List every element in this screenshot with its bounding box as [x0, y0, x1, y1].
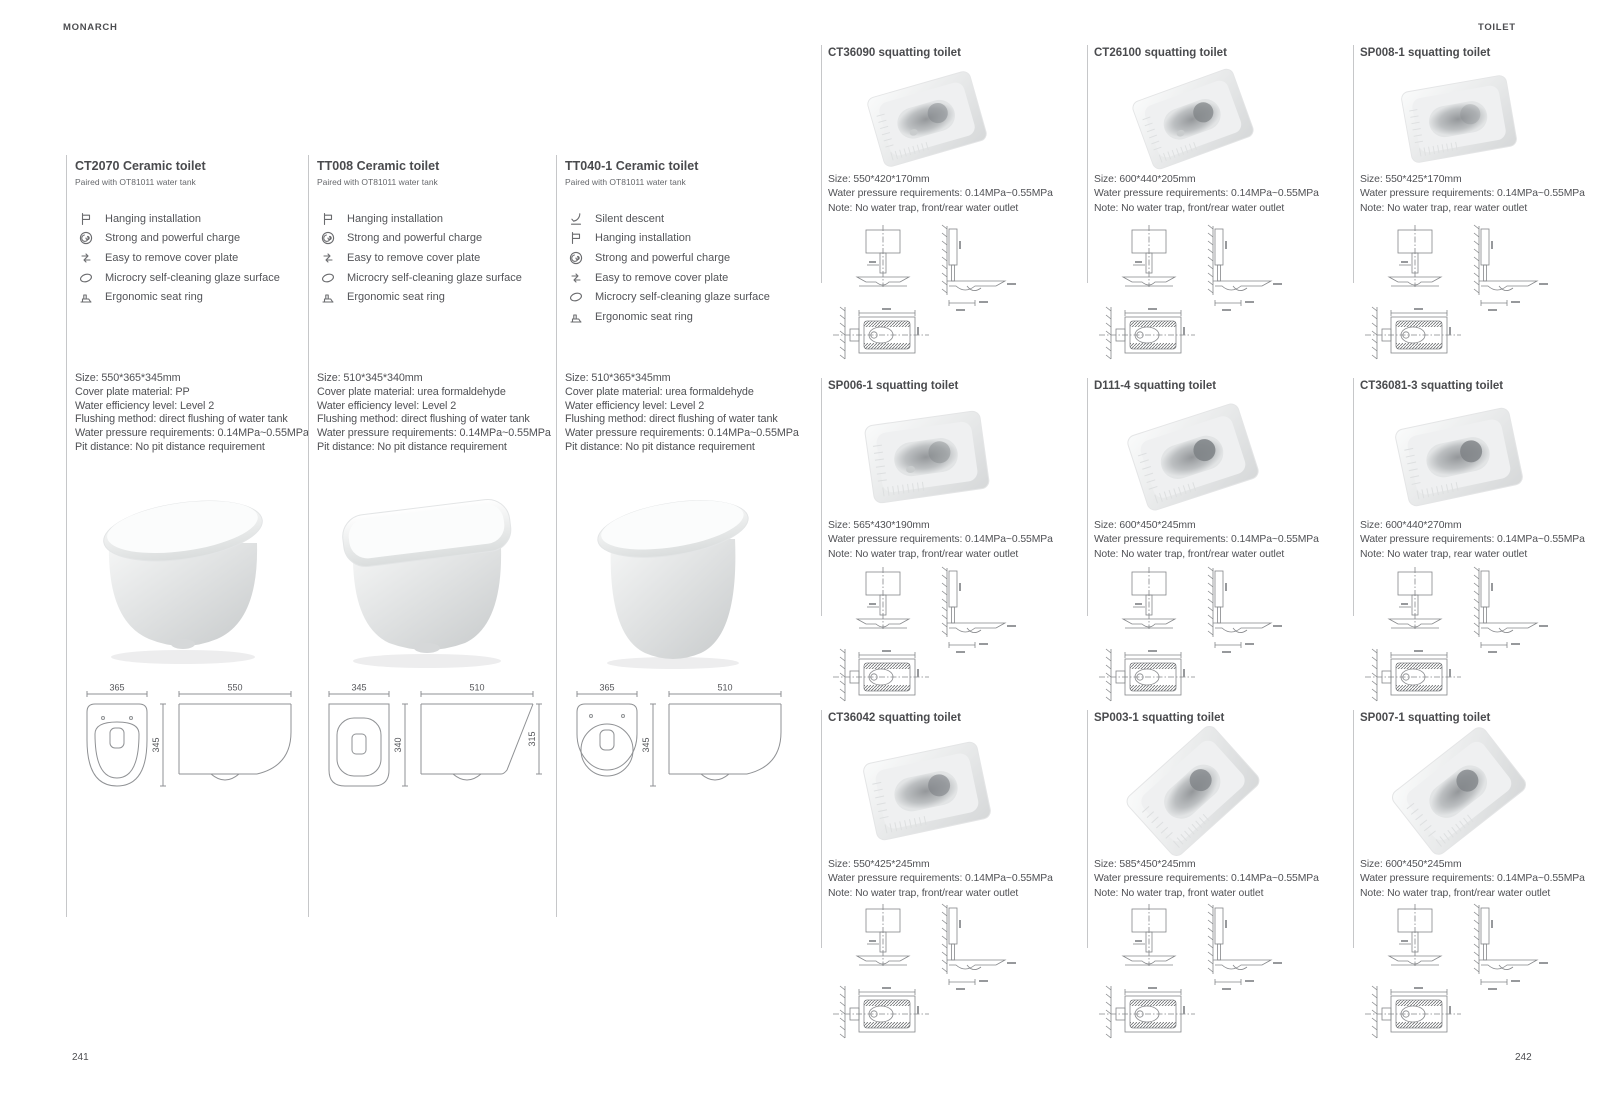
feature-item	[79, 248, 280, 268]
installation-diagram	[1361, 223, 1553, 365]
spec-size: Size: 550*420*170mm	[828, 174, 930, 185]
feature-item	[79, 229, 280, 249]
feature-item	[321, 287, 522, 307]
column-divider	[1087, 378, 1088, 616]
brand-logo: MONARCH	[63, 22, 118, 33]
feature-label: Ergonomic seat ring	[347, 291, 445, 304]
spec-size: Size: 550*425*245mm	[828, 859, 930, 870]
feature-label: Easy to remove cover plate	[105, 251, 239, 264]
silent-descent-icon	[569, 212, 583, 226]
spec-line: Size: 510*345*340mm	[317, 372, 423, 384]
page-number-left: 241	[72, 1052, 89, 1063]
hanging-installation-icon	[569, 231, 583, 245]
column-divider	[1353, 378, 1354, 616]
squatting-toilet-cell	[1353, 707, 1605, 1040]
spec-size: Size: 565*430*190mm	[828, 520, 930, 531]
spec-note: Note: No water trap, rear water outlet	[1360, 202, 1528, 214]
product-photo	[835, 397, 1020, 517]
spec-line: Pit distance: No pit distance requirement	[565, 440, 755, 453]
seat-ring-icon	[79, 290, 93, 304]
feature-item	[569, 287, 770, 307]
spec-note: Note: No water trap, front/rear water outlet	[1360, 887, 1551, 899]
product-title: D111-4 squatting toilet	[1094, 380, 1217, 392]
product-photo	[835, 725, 1020, 857]
spec-pressure: Water pressure requirements: 0.14MPa~0.55MPa	[1094, 534, 1319, 546]
feature-label: Microcry self-cleaning glaze surface	[105, 271, 280, 284]
feature-label: Easy to remove cover plate	[595, 271, 729, 284]
squatting-toilet-cell	[821, 375, 1073, 708]
product-title: CT36081-3 squatting toilet	[1360, 380, 1504, 392]
spec-size: Size: 550*425*170mm	[1360, 174, 1462, 185]
squatting-toilet-cell	[1353, 42, 1605, 375]
spec-list	[75, 372, 309, 455]
svg-text:345: 345	[151, 737, 161, 753]
spec-line: Flushing method: direct flushing of water tank	[565, 413, 778, 426]
feature-item	[569, 209, 770, 229]
product-photo	[319, 485, 537, 675]
self-cleaning-glaze-icon	[569, 290, 583, 304]
spec-line: Pit distance: No pit distance requirement	[75, 440, 265, 453]
spec-line: Pit distance: No pit distance requirement	[317, 440, 507, 453]
product-photo	[1367, 725, 1552, 857]
product-photo	[1101, 725, 1286, 857]
squatting-toilet-cell	[1353, 375, 1605, 708]
product-title: CT36090 squatting toilet	[828, 47, 961, 59]
product-card-tt040-1	[556, 155, 803, 917]
spec-block	[828, 519, 1053, 562]
squatting-toilet-cell	[1087, 375, 1339, 708]
spec-pressure: Water pressure requirements: 0.14MPa~0.55MPa	[828, 873, 1053, 885]
feature-item	[321, 268, 522, 288]
spec-line: Cover plate material: PP	[75, 385, 190, 398]
spec-block	[828, 173, 1053, 216]
installation-diagram	[829, 565, 1021, 707]
product-photo	[77, 485, 295, 675]
spec-note: Note: No water trap, front/rear water outlet	[828, 887, 1019, 899]
feature-item	[321, 229, 522, 249]
spec-pressure: Water pressure requirements: 0.14MPa~0.55MPa	[1094, 188, 1319, 200]
feature-label: Hanging installation	[347, 212, 444, 225]
svg-text:345: 345	[351, 682, 367, 693]
powerful-charge-icon	[569, 251, 583, 265]
product-title: SP008-1 squatting toilet	[1360, 47, 1491, 59]
feature-list	[321, 209, 522, 307]
spec-line: Size: 550*365*345mm	[75, 372, 181, 384]
spec-block	[1360, 858, 1585, 901]
feature-list	[569, 209, 770, 327]
squatting-toilet-cell	[1087, 707, 1339, 1040]
spec-note: Note: No water trap, front/rear water outlet	[828, 202, 1019, 214]
column-divider	[821, 710, 822, 948]
column-divider	[1353, 45, 1354, 283]
product-subtitle: Paired with OT81011 water tank	[75, 177, 196, 187]
squatting-toilet-cell	[821, 707, 1073, 1040]
remove-cover-icon	[569, 271, 583, 285]
spec-line: Flushing method: direct flushing of water tank	[75, 413, 288, 426]
svg-text:365: 365	[109, 682, 125, 693]
feature-label: Hanging installation	[595, 232, 692, 245]
feature-item	[569, 229, 770, 249]
squatting-toilet-cell	[821, 42, 1073, 375]
spec-note: Note: No water trap, front/rear water outlet	[828, 548, 1019, 560]
spec-note: Note: No water trap, rear water outlet	[1360, 548, 1528, 560]
spec-pressure: Water pressure requirements: 0.14MPa~0.55MPa	[1360, 873, 1585, 885]
product-photo	[835, 64, 1020, 174]
feature-item	[79, 287, 280, 307]
installation-diagram	[1095, 223, 1287, 365]
powerful-charge-icon	[79, 231, 93, 245]
spec-line: Water pressure requirements: 0.14MPa~0.55MPa	[565, 427, 799, 440]
product-title: CT36042 squatting toilet	[828, 712, 961, 724]
technical-drawing	[71, 682, 307, 827]
spec-note: Note: No water trap, front/rear water outlet	[1094, 202, 1285, 214]
spec-list	[565, 372, 799, 455]
hanging-installation-icon	[321, 212, 335, 226]
spec-block	[1094, 519, 1319, 562]
installation-diagram	[829, 223, 1021, 365]
product-title: TT040-1 Ceramic toilet	[565, 159, 699, 173]
svg-text:550: 550	[227, 682, 243, 693]
column-divider	[821, 45, 822, 283]
feature-label: Strong and powerful charge	[347, 232, 483, 245]
spec-size: Size: 600*440*270mm	[1360, 520, 1462, 531]
feature-label: Strong and powerful charge	[595, 251, 731, 264]
self-cleaning-glaze-icon	[321, 271, 335, 285]
self-cleaning-glaze-icon	[79, 271, 93, 285]
section-title: TOILET	[1478, 22, 1516, 33]
feature-item	[321, 209, 522, 229]
svg-text:345: 345	[641, 737, 651, 753]
spec-pressure: Water pressure requirements: 0.14MPa~0.55MPa	[1094, 873, 1319, 885]
feature-item	[569, 307, 770, 327]
column-divider	[1353, 710, 1354, 948]
spec-line: Water pressure requirements: 0.14MPa~0.55MPa	[317, 427, 551, 440]
feature-label: Microcry self-cleaning glaze surface	[347, 271, 522, 284]
spec-line: Flushing method: direct flushing of water tank	[317, 413, 530, 426]
product-title: TT008 Ceramic toilet	[317, 159, 440, 173]
feature-label: Ergonomic seat ring	[105, 291, 203, 304]
hanging-installation-icon	[79, 212, 93, 226]
spec-pressure: Water pressure requirements: 0.14MPa~0.55MPa	[828, 188, 1053, 200]
page-number-right: 242	[1515, 1052, 1532, 1063]
spec-line: Cover plate material: urea formaldehyde	[317, 385, 506, 398]
installation-diagram	[1361, 902, 1553, 1044]
remove-cover-icon	[79, 251, 93, 265]
feature-item	[79, 209, 280, 229]
spec-line: Water efficiency level: Level 2	[75, 399, 215, 412]
feature-item	[321, 248, 522, 268]
product-title: SP003-1 squatting toilet	[1094, 712, 1225, 724]
squatting-toilet-cell	[1087, 42, 1339, 375]
product-photo	[567, 485, 785, 675]
svg-text:340: 340	[393, 737, 403, 753]
svg-text:510: 510	[717, 682, 733, 693]
product-card-ct2070	[66, 155, 313, 917]
installation-diagram	[1361, 565, 1553, 707]
installation-diagram	[1095, 902, 1287, 1044]
spec-line: Water pressure requirements: 0.14MPa~0.55MPa	[75, 427, 309, 440]
spec-size: Size: 585*450*245mm	[1094, 859, 1196, 870]
installation-diagram	[1095, 565, 1287, 707]
remove-cover-icon	[321, 251, 335, 265]
feature-list	[79, 209, 280, 307]
seat-ring-icon	[569, 310, 583, 324]
feature-item	[79, 268, 280, 288]
spec-block	[1360, 519, 1585, 562]
spec-block	[1360, 173, 1585, 216]
spec-line: Water efficiency level: Level 2	[565, 399, 705, 412]
product-photo	[1101, 397, 1286, 517]
column-divider	[1087, 45, 1088, 283]
spec-block	[828, 858, 1053, 901]
svg-text:365: 365	[599, 682, 615, 693]
spec-size: Size: 600*450*245mm	[1360, 859, 1462, 870]
feature-item	[569, 268, 770, 288]
spec-note: Note: No water trap, front/rear water outlet	[1094, 548, 1285, 560]
product-title: SP007-1 squatting toilet	[1360, 712, 1491, 724]
technical-drawing	[313, 682, 549, 827]
product-card-tt008	[308, 155, 555, 917]
column-divider	[821, 378, 822, 616]
spec-list	[317, 372, 551, 455]
spec-line: Cover plate material: urea formaldehyde	[565, 385, 754, 398]
feature-label: Easy to remove cover plate	[347, 251, 481, 264]
spec-line: Size: 510*365*345mm	[565, 372, 671, 384]
spec-pressure: Water pressure requirements: 0.14MPa~0.55MPa	[1360, 188, 1585, 200]
spec-size: Size: 600*450*245mm	[1094, 520, 1196, 531]
spec-block	[1094, 173, 1319, 216]
product-photo	[1367, 397, 1552, 517]
feature-label: Hanging installation	[105, 212, 202, 225]
spec-pressure: Water pressure requirements: 0.14MPa~0.55MPa	[1360, 534, 1585, 546]
spec-pressure: Water pressure requirements: 0.14MPa~0.55MPa	[828, 534, 1053, 546]
feature-item	[569, 248, 770, 268]
product-subtitle: Paired with OT81011 water tank	[565, 177, 686, 187]
product-subtitle: Paired with OT81011 water tank	[317, 177, 438, 187]
feature-label: Silent descent	[595, 212, 665, 225]
seat-ring-icon	[321, 290, 335, 304]
svg-text:510: 510	[469, 682, 485, 693]
spec-block	[1094, 858, 1319, 901]
spec-size: Size: 600*440*205mm	[1094, 174, 1196, 185]
product-photo	[1101, 64, 1286, 174]
powerful-charge-icon	[321, 231, 335, 245]
feature-label: Ergonomic seat ring	[595, 310, 693, 323]
spec-note: Note: No water trap, front water outlet	[1094, 887, 1264, 899]
product-title: CT2070 Ceramic toilet	[75, 159, 206, 173]
technical-drawing	[561, 682, 797, 827]
column-divider	[1087, 710, 1088, 948]
product-title: SP006-1 squatting toilet	[828, 380, 959, 392]
feature-label: Microcry self-cleaning glaze surface	[595, 291, 770, 304]
product-photo	[1367, 64, 1552, 174]
spec-line: Water efficiency level: Level 2	[317, 399, 457, 412]
svg-text:315: 315	[527, 731, 537, 747]
feature-label: Strong and powerful charge	[105, 232, 241, 245]
product-title: CT26100 squatting toilet	[1094, 47, 1227, 59]
installation-diagram	[829, 902, 1021, 1044]
